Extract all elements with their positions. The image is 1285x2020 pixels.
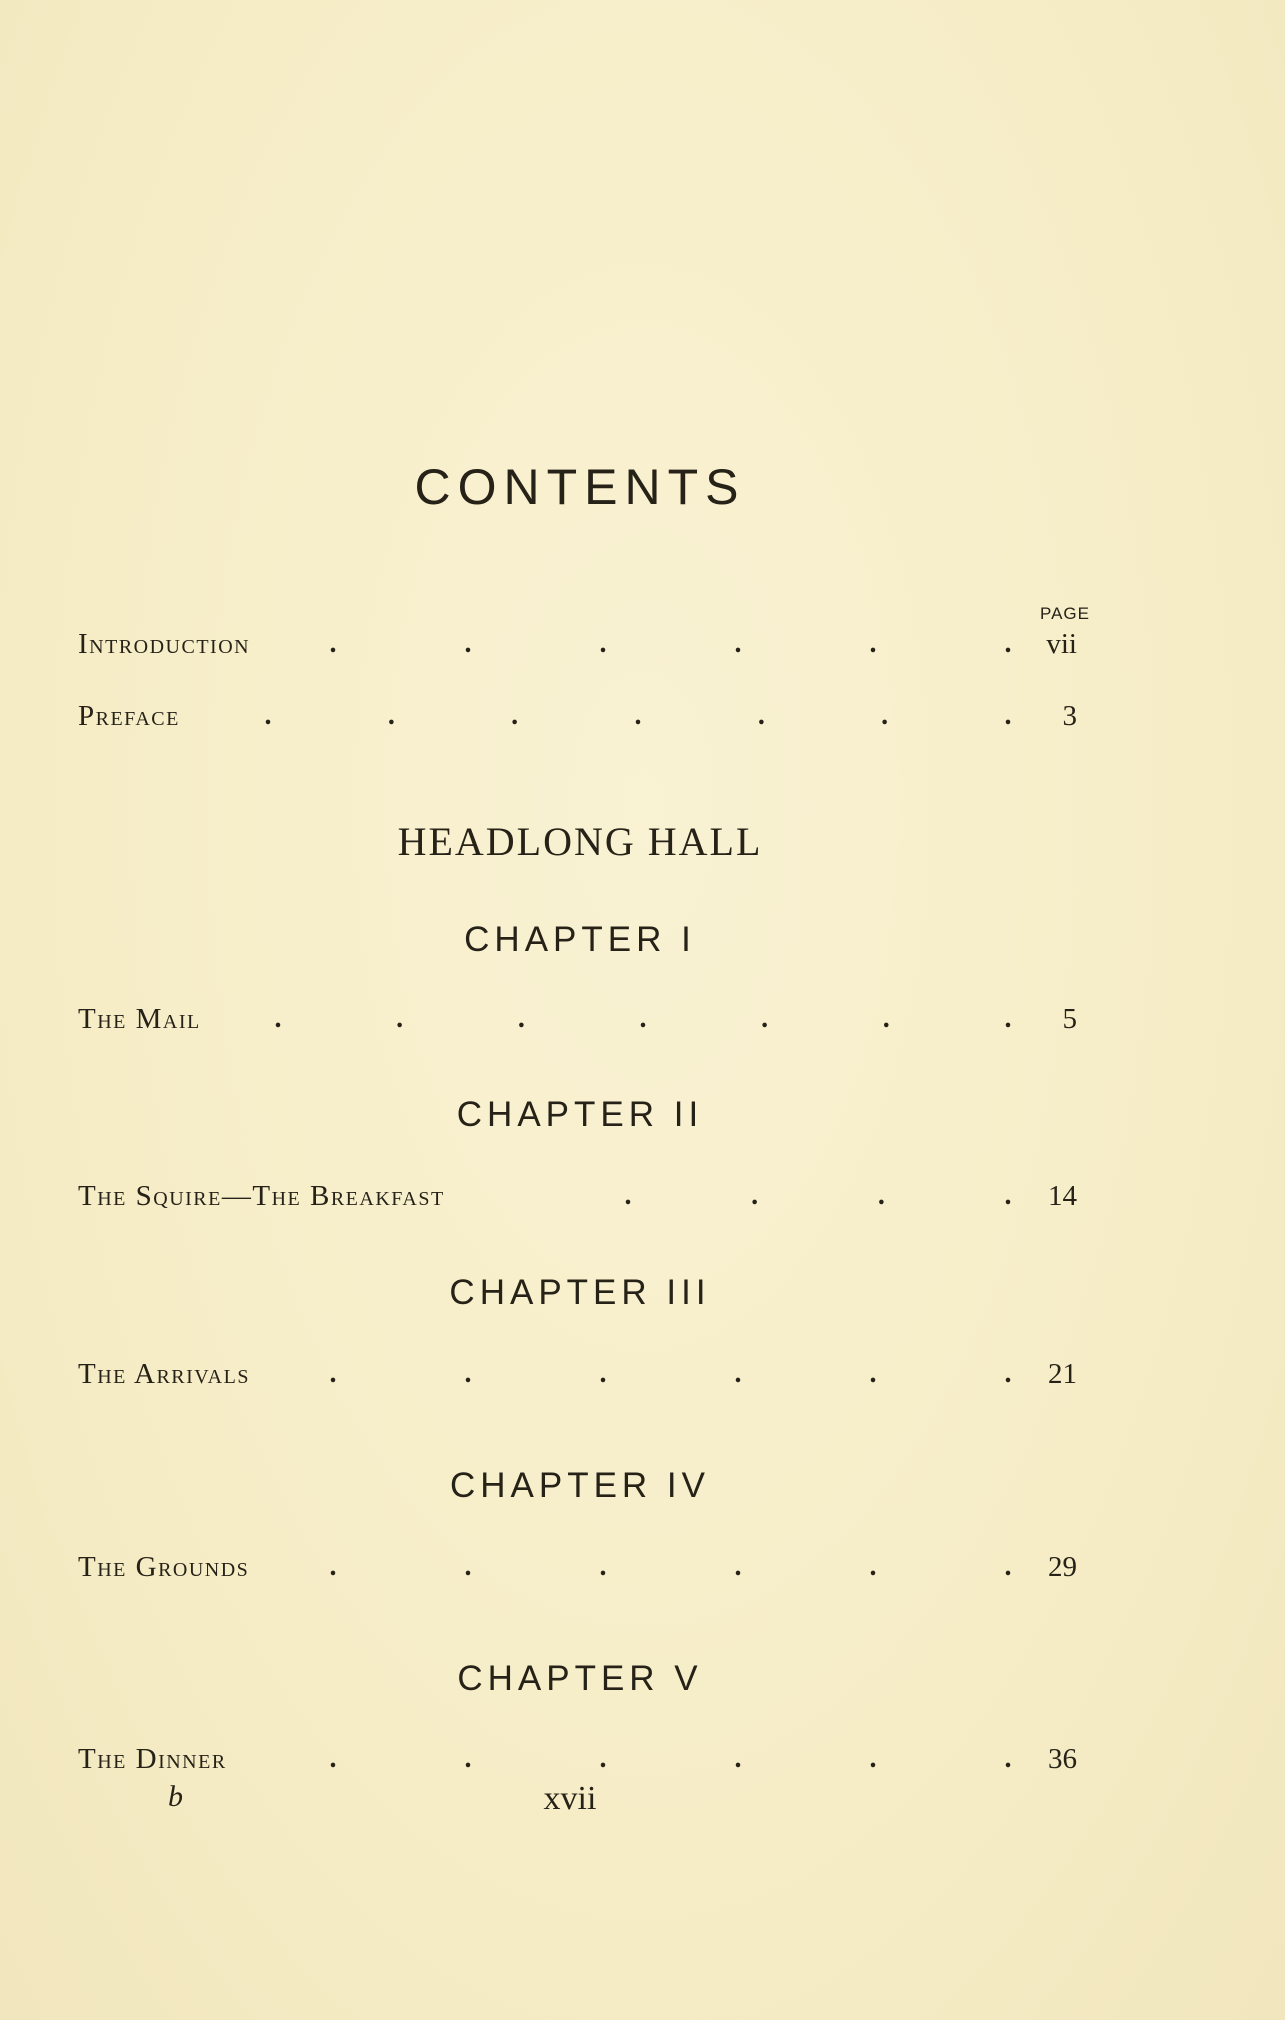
toc-entry-chapter-5 (78, 1743, 1083, 1783)
dot-leader: . . . . . . (329, 628, 1012, 659)
toc-entry-chapter-1 (78, 1003, 1083, 1043)
section-title: HEADLONG HALL (397, 819, 763, 864)
signature-mark: b (168, 1780, 183, 1813)
toc-entry-title: Preface (78, 700, 180, 732)
toc-entry-introduction (78, 628, 1083, 668)
toc-entry-page: 29 (1048, 1551, 1077, 1583)
dot-leader: . . . . . . . (274, 1003, 1012, 1034)
toc-entry-page: 5 (1062, 1003, 1077, 1035)
toc-entry-page: 36 (1048, 1743, 1077, 1775)
toc-entry-page: 3 (1062, 700, 1077, 732)
toc-entry-chapter-2 (78, 1180, 1083, 1220)
page-title: CONTENTS (414, 459, 746, 515)
toc-entry-page: 14 (1048, 1180, 1077, 1212)
dot-leader: . . . . . . (329, 1358, 1012, 1389)
dot-leader: . . . . . . . (264, 700, 1012, 731)
dot-leader: . . . . (624, 1180, 1012, 1211)
toc-entry-title: The Squire—The Breakfast (78, 1180, 445, 1212)
chapter-heading: CHAPTER IV (449, 1466, 711, 1505)
toc-entry-preface (78, 700, 1083, 740)
page-column-heading: PAGE (1040, 604, 1090, 623)
dot-leader: . . . . . . (329, 1551, 1012, 1582)
toc-entry-title: Introduction (78, 628, 251, 660)
dot-leader: . . . . . . (329, 1743, 1012, 1774)
page-number: xvii (543, 1780, 597, 1817)
toc-entry-title: The Arrivals (78, 1358, 250, 1390)
toc-entry-chapter-4 (78, 1551, 1083, 1591)
chapter-heading: CHAPTER II (456, 1095, 704, 1134)
toc-entry-page: 21 (1048, 1358, 1077, 1390)
chapter-heading: CHAPTER V (457, 1659, 703, 1698)
toc-entry-chapter-3 (78, 1358, 1083, 1398)
chapter-heading: CHAPTER I (464, 920, 696, 959)
chapter-heading: CHAPTER III (449, 1273, 711, 1312)
toc-entry-page: vii (1046, 628, 1077, 660)
toc-entry-title: The Mail (78, 1003, 201, 1035)
toc-entry-title: The Grounds (78, 1551, 250, 1583)
toc-entry-title: The Dinner (78, 1743, 227, 1775)
